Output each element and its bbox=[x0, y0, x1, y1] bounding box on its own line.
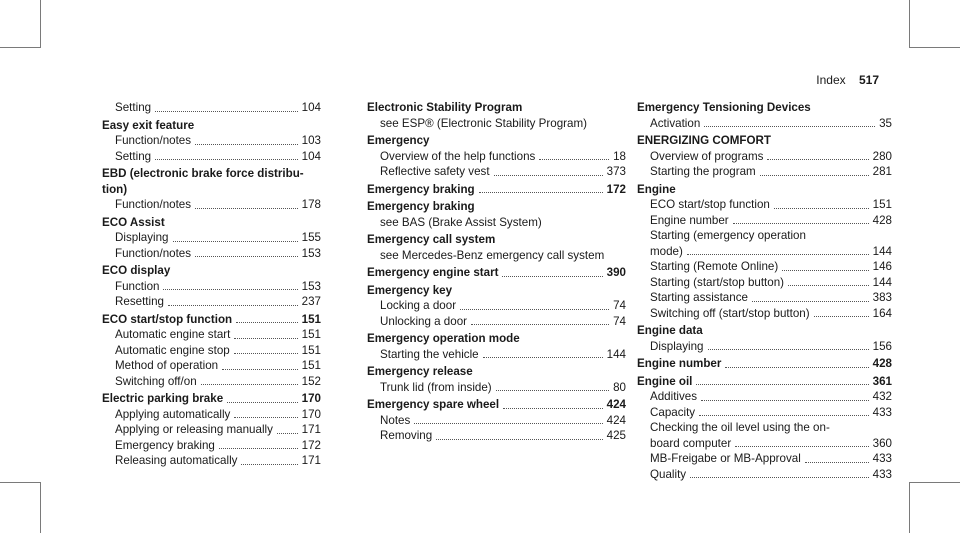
page-ref[interactable]: 164 bbox=[872, 306, 892, 320]
page-ref[interactable]: 146 bbox=[872, 260, 892, 273]
subentry-text: Setting bbox=[115, 149, 152, 163]
index-subentry bbox=[367, 413, 626, 429]
index-subentry bbox=[102, 149, 321, 165]
leader-dots bbox=[234, 343, 298, 355]
page-ref[interactable]: 172 bbox=[606, 182, 626, 196]
index-heading bbox=[367, 364, 626, 380]
index-heading-text: Emergency operation mode bbox=[367, 332, 520, 345]
leader-dots bbox=[496, 380, 609, 392]
index-heading bbox=[367, 100, 626, 116]
page-ref[interactable]: 74 bbox=[613, 299, 626, 312]
page-ref[interactable]: 103 bbox=[301, 134, 321, 147]
index-subentry bbox=[102, 279, 321, 295]
index-subentry bbox=[637, 116, 892, 132]
page-ref[interactable]: 425 bbox=[606, 429, 626, 442]
leader-dots bbox=[234, 327, 297, 339]
page-ref[interactable]: 151 bbox=[301, 328, 321, 341]
index-heading bbox=[367, 283, 626, 299]
index-heading: EBD (electronic brake force distribu- bbox=[102, 167, 304, 180]
index-subentry bbox=[637, 149, 892, 165]
page-ref[interactable]: 361 bbox=[872, 374, 892, 388]
subentry-text: Trunk lid (from inside) bbox=[380, 380, 492, 394]
index-heading bbox=[637, 374, 892, 390]
index-entry bbox=[102, 166, 321, 213]
index-subentry bbox=[102, 453, 321, 469]
subentry-text: Starting the program bbox=[650, 165, 756, 178]
index-heading-text: Emergency spare wheel bbox=[367, 398, 500, 411]
index-subentry bbox=[637, 164, 892, 180]
index-subentry bbox=[637, 405, 892, 421]
leader-dots bbox=[195, 246, 298, 258]
index-entry bbox=[637, 356, 892, 372]
index-heading-text: Emergency Tensioning Devices bbox=[637, 101, 811, 114]
page-ref[interactable]: 237 bbox=[301, 295, 321, 308]
index-subentry bbox=[367, 314, 626, 330]
index-subentry bbox=[102, 358, 321, 374]
subentry-text: Method of operation bbox=[115, 359, 219, 372]
page-ref[interactable]: 360 bbox=[872, 436, 892, 450]
index-entry bbox=[637, 182, 892, 322]
leader-dots bbox=[708, 339, 869, 351]
index-entry bbox=[102, 391, 321, 469]
index-entry bbox=[367, 182, 626, 198]
index-subentry bbox=[637, 389, 892, 405]
index-heading-text: Electric parking brake bbox=[102, 392, 224, 405]
index-heading-text: Emergency release bbox=[367, 365, 473, 378]
subentry-text: MB-Freigabe or MB-Approval bbox=[650, 452, 801, 465]
index-heading bbox=[637, 133, 892, 149]
leader-dots bbox=[687, 244, 869, 256]
leader-dots bbox=[502, 265, 602, 277]
subentry-text: Additives bbox=[650, 390, 698, 403]
index-heading-text: ECO display bbox=[102, 264, 171, 277]
leader-dots bbox=[774, 197, 869, 209]
index-heading-text: Emergency braking bbox=[367, 200, 475, 213]
cross-reference: see Mercedes-Benz emergency call system bbox=[380, 248, 605, 262]
leader-dots bbox=[241, 453, 297, 465]
leader-dots bbox=[696, 374, 868, 386]
leader-dots bbox=[195, 133, 298, 145]
index-heading-text: Engine oil bbox=[637, 374, 693, 388]
leader-dots bbox=[222, 358, 298, 370]
leader-dots bbox=[788, 275, 869, 287]
page-ref[interactable]: 170 bbox=[301, 392, 321, 405]
subentry-text: Removing bbox=[380, 429, 433, 442]
page-ref[interactable]: 178 bbox=[301, 198, 321, 211]
subentry-text: Switching off (start/stop button) bbox=[650, 306, 810, 320]
subentry-text: Emergency braking bbox=[115, 438, 215, 452]
index-heading-text: Emergency key bbox=[367, 283, 453, 297]
leader-dots bbox=[163, 279, 297, 291]
leader-dots bbox=[699, 405, 869, 417]
page-ref[interactable]: 281 bbox=[872, 165, 892, 178]
leader-dots bbox=[173, 230, 298, 242]
page-ref[interactable]: 153 bbox=[301, 246, 321, 260]
leader-dots bbox=[760, 164, 869, 176]
leader-dots bbox=[219, 438, 298, 450]
subentry-text: Starting (Remote Online) bbox=[650, 260, 779, 273]
page-ref[interactable]: 151 bbox=[301, 343, 321, 357]
leader-dots bbox=[277, 422, 298, 434]
index-heading bbox=[367, 397, 626, 413]
cross-reference: see ESP® (Electronic Stability Program) bbox=[380, 116, 587, 130]
index-subentry bbox=[637, 339, 892, 355]
page-ref[interactable]: 18 bbox=[613, 149, 626, 163]
index-column-2 bbox=[367, 100, 626, 446]
leader-dots bbox=[725, 356, 868, 368]
leader-dots bbox=[735, 436, 868, 448]
index-subentry bbox=[102, 197, 321, 213]
subentry-text: Starting the vehicle bbox=[380, 347, 479, 361]
subentry-text: Function/notes bbox=[115, 198, 192, 211]
index-heading-text: ECO start/stop function bbox=[102, 312, 233, 326]
page-ref[interactable]: 152 bbox=[301, 374, 321, 388]
leader-dots bbox=[805, 451, 869, 463]
leader-dots bbox=[155, 100, 298, 112]
index-subentry bbox=[637, 467, 892, 483]
page-ref[interactable]: 433 bbox=[872, 452, 892, 465]
subentry-text: Setting bbox=[115, 101, 152, 114]
page-ref[interactable]: 280 bbox=[872, 149, 892, 163]
leader-dots bbox=[690, 467, 869, 479]
page-ref[interactable]: 373 bbox=[606, 165, 626, 178]
page-ref[interactable]: 153 bbox=[301, 279, 321, 293]
subentry-text: Starting (start/stop button) bbox=[650, 275, 785, 289]
index-heading bbox=[367, 232, 626, 248]
index-subentry bbox=[637, 259, 892, 275]
leader-dots bbox=[704, 116, 875, 128]
index-subentry bbox=[637, 244, 892, 260]
subentry-text: Releasing automatically bbox=[115, 454, 238, 467]
subentry-text: Automatic engine stop bbox=[115, 343, 230, 357]
subentry-text: Resetting bbox=[115, 295, 164, 308]
subentry-text: Reflective safety vest bbox=[380, 165, 490, 178]
index-entry bbox=[637, 323, 892, 354]
index-heading bbox=[637, 100, 892, 116]
leader-dots bbox=[460, 298, 609, 310]
index-entry bbox=[102, 118, 321, 165]
leader-dots bbox=[701, 389, 869, 401]
subentry-text: Displaying bbox=[650, 339, 704, 353]
leader-dots bbox=[767, 149, 868, 161]
leader-dots bbox=[414, 413, 602, 425]
index-subentry bbox=[102, 246, 321, 262]
index-subentry bbox=[637, 213, 892, 229]
index-subentry bbox=[367, 164, 626, 180]
index-heading: tion) bbox=[102, 182, 128, 196]
index-entry bbox=[367, 133, 626, 180]
leader-dots bbox=[782, 259, 868, 271]
index-heading bbox=[367, 331, 626, 347]
subentry-text: mode) bbox=[650, 244, 683, 258]
subentry-text: Function bbox=[115, 279, 160, 293]
index-subentry bbox=[637, 451, 892, 467]
index-subentry bbox=[102, 294, 321, 310]
page-ref[interactable]: 390 bbox=[606, 266, 626, 279]
leader-dots bbox=[733, 213, 869, 225]
page-ref[interactable]: 428 bbox=[872, 213, 892, 227]
page-ref[interactable]: 144 bbox=[872, 275, 892, 289]
crop-mark bbox=[40, 482, 41, 533]
subentry-text: Automatic engine start bbox=[115, 328, 231, 341]
index-entry bbox=[102, 215, 321, 262]
subentry-text: board computer bbox=[650, 436, 732, 450]
index-entry bbox=[637, 133, 892, 180]
index-subentry bbox=[102, 438, 321, 454]
index-heading bbox=[637, 182, 892, 198]
index-heading-text: Emergency engine start bbox=[367, 266, 499, 279]
index-subentry bbox=[637, 197, 892, 213]
index-heading-text: Engine number bbox=[637, 357, 722, 370]
subentry-text-continued: Starting (emergency operation bbox=[650, 229, 806, 242]
index-heading-text: Electronic Stability Program bbox=[367, 101, 523, 114]
leader-dots bbox=[494, 164, 603, 176]
crop-mark bbox=[0, 482, 40, 483]
subentry-text: Function/notes bbox=[115, 246, 192, 260]
cross-reference: see BAS (Brake Assist System) bbox=[380, 215, 542, 229]
subentry-text: Displaying bbox=[115, 231, 169, 244]
index-heading-text: Emergency call system bbox=[367, 233, 496, 246]
index-subentry bbox=[367, 380, 626, 396]
index-subentry bbox=[102, 230, 321, 246]
index-heading-text: Emergency braking bbox=[367, 182, 475, 196]
page-ref[interactable]: 428 bbox=[872, 357, 892, 370]
page-ref[interactable]: 433 bbox=[872, 467, 892, 481]
index-subentry bbox=[367, 347, 626, 363]
page-ref[interactable]: 151 bbox=[301, 312, 321, 326]
crop-mark bbox=[0, 47, 40, 48]
index-heading-text: ENERGIZING COMFORT bbox=[637, 134, 771, 147]
crop-mark bbox=[909, 47, 960, 48]
index-heading bbox=[637, 356, 892, 372]
index-subentry bbox=[102, 374, 321, 390]
subentry-text: Locking a door bbox=[380, 299, 457, 312]
leader-dots bbox=[201, 374, 298, 386]
page-header bbox=[816, 73, 879, 87]
page-ref[interactable]: 144 bbox=[606, 347, 626, 361]
crop-mark bbox=[909, 0, 910, 48]
index-subentry bbox=[102, 343, 321, 359]
subentry-text: Quality bbox=[650, 467, 687, 481]
subentry-text: Switching off/on bbox=[115, 374, 197, 388]
subentry-text: ECO start/stop function bbox=[650, 198, 770, 211]
index-subentry bbox=[102, 100, 321, 116]
index-heading bbox=[102, 263, 321, 279]
index-entry bbox=[367, 265, 626, 281]
index-heading bbox=[367, 199, 626, 215]
index-heading bbox=[367, 133, 626, 149]
page-ref[interactable]: 424 bbox=[606, 413, 626, 427]
page-ref[interactable]: 170 bbox=[301, 407, 321, 421]
index-subentry bbox=[637, 275, 892, 291]
page-ref[interactable]: 424 bbox=[606, 398, 626, 411]
index-entry bbox=[367, 100, 626, 131]
leader-dots bbox=[752, 290, 869, 302]
index-heading bbox=[367, 265, 626, 281]
page-number: 517 bbox=[858, 73, 879, 87]
index-column-1 bbox=[102, 100, 321, 471]
crop-mark bbox=[909, 482, 910, 533]
index-subentry bbox=[102, 133, 321, 149]
page-ref[interactable]: 151 bbox=[301, 359, 321, 372]
leader-dots bbox=[155, 149, 298, 161]
index-heading-text: ECO Assist bbox=[102, 215, 165, 229]
index-heading bbox=[102, 391, 321, 407]
page-ref[interactable]: 155 bbox=[301, 231, 321, 244]
subentry-text: Unlocking a door bbox=[380, 314, 468, 328]
subentry-text: Overview of programs bbox=[650, 149, 764, 163]
index-entry bbox=[367, 397, 626, 444]
crop-mark bbox=[909, 482, 960, 483]
index-heading bbox=[102, 118, 321, 134]
subentry-text: Capacity bbox=[650, 405, 696, 419]
index-heading bbox=[367, 182, 626, 198]
subentry-text: Overview of the help functions bbox=[380, 149, 536, 163]
index-subentry bbox=[102, 407, 321, 423]
index-subentry bbox=[367, 428, 626, 444]
index-entry bbox=[367, 232, 626, 263]
index-subentry bbox=[102, 422, 321, 438]
index-heading-text: Easy exit feature bbox=[102, 118, 195, 132]
page-ref[interactable]: 383 bbox=[872, 291, 892, 304]
subentry-text: Notes bbox=[380, 413, 411, 427]
index-entry bbox=[637, 100, 892, 131]
leader-dots bbox=[234, 407, 297, 419]
page-ref[interactable]: 74 bbox=[613, 314, 626, 328]
leader-dots bbox=[814, 306, 869, 318]
leader-dots bbox=[503, 397, 603, 409]
subentry-text: Starting assistance bbox=[650, 291, 748, 304]
subentry-text-continued: Checking the oil level using the on- bbox=[650, 421, 830, 434]
page-ref[interactable]: 144 bbox=[872, 244, 892, 258]
leader-dots bbox=[195, 197, 298, 209]
page-ref[interactable]: 433 bbox=[872, 405, 892, 419]
subentry-text: Activation bbox=[650, 116, 701, 130]
leader-dots bbox=[471, 314, 609, 326]
index-entry bbox=[102, 312, 321, 390]
subentry-text: Engine number bbox=[650, 213, 729, 227]
page-ref[interactable]: 104 bbox=[301, 149, 321, 163]
index-heading-text: Engine data bbox=[637, 324, 703, 337]
index-heading-text: Engine bbox=[637, 182, 676, 196]
page-ref[interactable]: 171 bbox=[301, 423, 321, 436]
page-ref[interactable]: 156 bbox=[872, 339, 892, 353]
index-subentry bbox=[637, 290, 892, 306]
index-subentry bbox=[637, 436, 892, 452]
leader-dots bbox=[483, 347, 603, 359]
index-heading bbox=[637, 323, 892, 339]
index-title: Index bbox=[816, 73, 846, 87]
leader-dots bbox=[227, 391, 298, 403]
index-subentry bbox=[367, 149, 626, 165]
subentry-text: Applying automatically bbox=[115, 407, 231, 421]
index-entry bbox=[367, 364, 626, 395]
index-subentry bbox=[102, 327, 321, 343]
page-ref[interactable]: 172 bbox=[301, 438, 321, 452]
subentry-text: Function/notes bbox=[115, 134, 192, 147]
leader-dots bbox=[168, 294, 298, 306]
index-entry bbox=[367, 331, 626, 362]
page-ref[interactable]: 432 bbox=[872, 390, 892, 403]
index-heading bbox=[102, 312, 321, 328]
index-entry bbox=[367, 199, 626, 230]
page-ref[interactable]: 35 bbox=[879, 116, 892, 130]
index-entry bbox=[102, 263, 321, 310]
crop-mark bbox=[40, 0, 41, 48]
page-ref[interactable]: 80 bbox=[613, 380, 626, 394]
page-ref[interactable]: 104 bbox=[301, 101, 321, 114]
leader-dots bbox=[236, 312, 298, 324]
index-subentry bbox=[637, 306, 892, 322]
index-column-3 bbox=[637, 100, 892, 484]
page-ref[interactable]: 171 bbox=[301, 454, 321, 467]
index-subentry bbox=[367, 298, 626, 314]
index-entry bbox=[367, 283, 626, 330]
leader-dots bbox=[436, 428, 602, 440]
leader-dots bbox=[539, 149, 609, 161]
subentry-text: Applying or releasing manually bbox=[115, 423, 273, 436]
page-ref[interactable]: 151 bbox=[872, 198, 892, 211]
index-entry bbox=[637, 374, 892, 483]
index-entry bbox=[102, 100, 321, 116]
index-heading-text: Emergency bbox=[367, 134, 430, 147]
leader-dots bbox=[479, 182, 603, 194]
index-heading bbox=[102, 215, 321, 231]
